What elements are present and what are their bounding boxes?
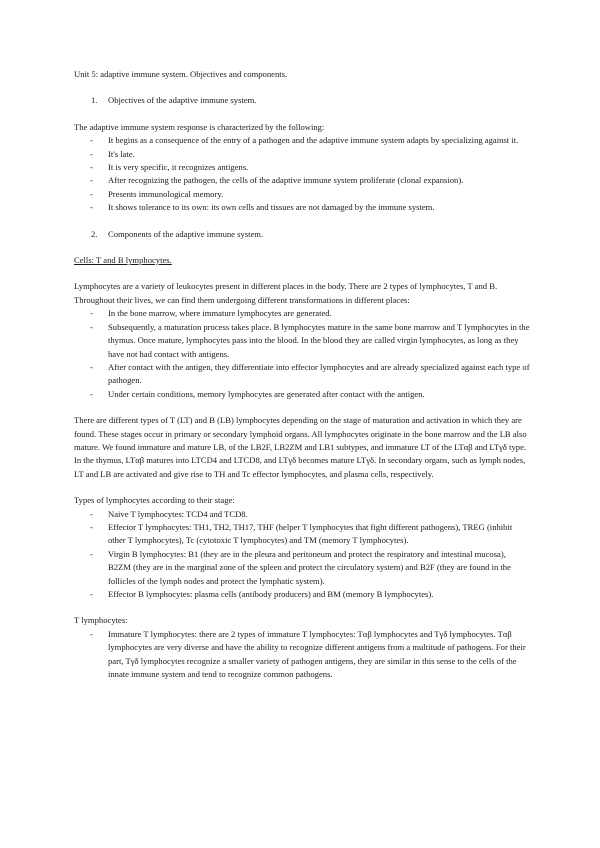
stages-paragraph: There are different types of T (LT) and B (LB) lymphocytes depending on the stage of maturation and activation in which they are found. These stages occur in primary or secondary lymphoid organs. All lymphocytes originate in the bone marrow and the LB also mature. We found immature and mature LB, of the LB2F, LB2ZM and LB1 subtypes, and immature LT of the LTαβ and LTγδ type. In the thymus, LTαβ matures into LTCD4 and LTCD8, and LTγδ becomes mature LTγδ. In secondary organs, such as lymph nodes, LT and LB are activated and give rise to TH and Tc effector lymphocytes, and plasma cells, respectively. [74,415,527,479]
objectives-intro: The adaptive immune system response is characterized by the following: [74,121,325,132]
section-1-number: 1. [91,95,98,106]
t-lymphocytes-list [74,628,530,682]
section-2-heading [74,228,530,241]
list-item: - It is very specific, it recognizes antigens. [74,161,530,174]
list-item: - Effector T lymphocytes: TH1, TH2, TH17, THF (helper T lymphocytes that fight different pathogens), TREG (inhibit other T lymphocytes), Tc (cytotoxic T lymphocytes) and TM (memory T lymphocytes). [74,521,530,548]
list-item: - In the bone marrow, where immature lymphocytes are generated. [74,307,530,320]
lymphocyte-places-list [74,307,530,401]
types-intro: Types of lymphocytes according to their stage: [74,495,235,506]
unit-title: Unit 5: adaptive immune system. Objectives and components. [74,69,288,79]
section-1-item [74,94,530,107]
objectives-list [74,134,530,214]
list-item: - Naive T lymphocytes: TCD4 and TCD8. [74,508,530,521]
list-item: - Under certain conditions, memory lymphocytes are generated after contact with the antigen. [74,388,530,401]
section-2-item [74,228,530,241]
list-item: - Effector B lymphocytes: plasma cells (antibody producers) and BM (memory B lymphocytes). [74,588,530,601]
list-item: - Presents immunological memory. [74,188,530,201]
list-item: - After recognizing the pathogen, the cells of the adaptive immune system proliferate (clonal expansion). [74,174,530,187]
section-2-number: 2. [91,228,98,239]
list-item: - It begins as a consequence of the entry of a pathogen and the adaptive immune system adapts by specializing against it. [74,134,530,147]
list-item: - It's late. [74,148,530,161]
list-item: - After contact with the antigen, they differentiate into effector lymphocytes and are already specialized against each type of pathogen. [74,361,530,388]
lymphocyte-types-list [74,508,530,602]
section-2-title: Components of the adaptive immune system. [108,228,264,239]
lymphocytes-intro: Lymphocytes are a variety of leukocytes present in different places in the body. There are 2 types of lymphocytes, T and B. Throughout their lives, we can find them undergoing different transformations in different places: [74,281,498,305]
section-1-heading [74,94,530,107]
t-lymphocytes-heading: T lymphocytes: [74,615,128,626]
list-item: - Subsequently, a maturation process takes place. B lymphocytes mature in the same bone marrow and T lymphocytes in the thymus. Once mature, lymphocytes pass into the blood. In the blood they are called virgin lymphocytes, as long as they have not had contact with antigens. [74,321,530,361]
document-body [74,68,530,681]
list-item: - It shows tolerance to its own: its own cells and tissues are not damaged by the immune system. [74,201,530,214]
cells-heading: Cells: T and B lymphocytes. [74,255,172,266]
list-item: - Immature T lymphocytes: there are 2 types of immature T lymphocytes: Tαβ lymphocytes and Tγδ lymphocytes. Tαβ lymphocytes are very diverse and have the ability to recognize different antigens from a multitude of pathogens. For their part, Tγδ lymphocytes recognize a smaller variety of pathogen antigens, they are similar in this sense to the cells of the innate immune system and tend to recognize common pathogens. [74,628,530,682]
section-1-title: Objectives of the adaptive immune system. [108,95,257,106]
list-item: - Virgin B lymphocytes: B1 (they are in the pleura and peritoneum and protect the respiratory and intestinal mucosa), B2ZM (they are in the marginal zone of the spleen and protect the circulatory system) and B2F (they are found in the follicles of the lymph nodes and protect the lymphatic system). [74,548,530,588]
